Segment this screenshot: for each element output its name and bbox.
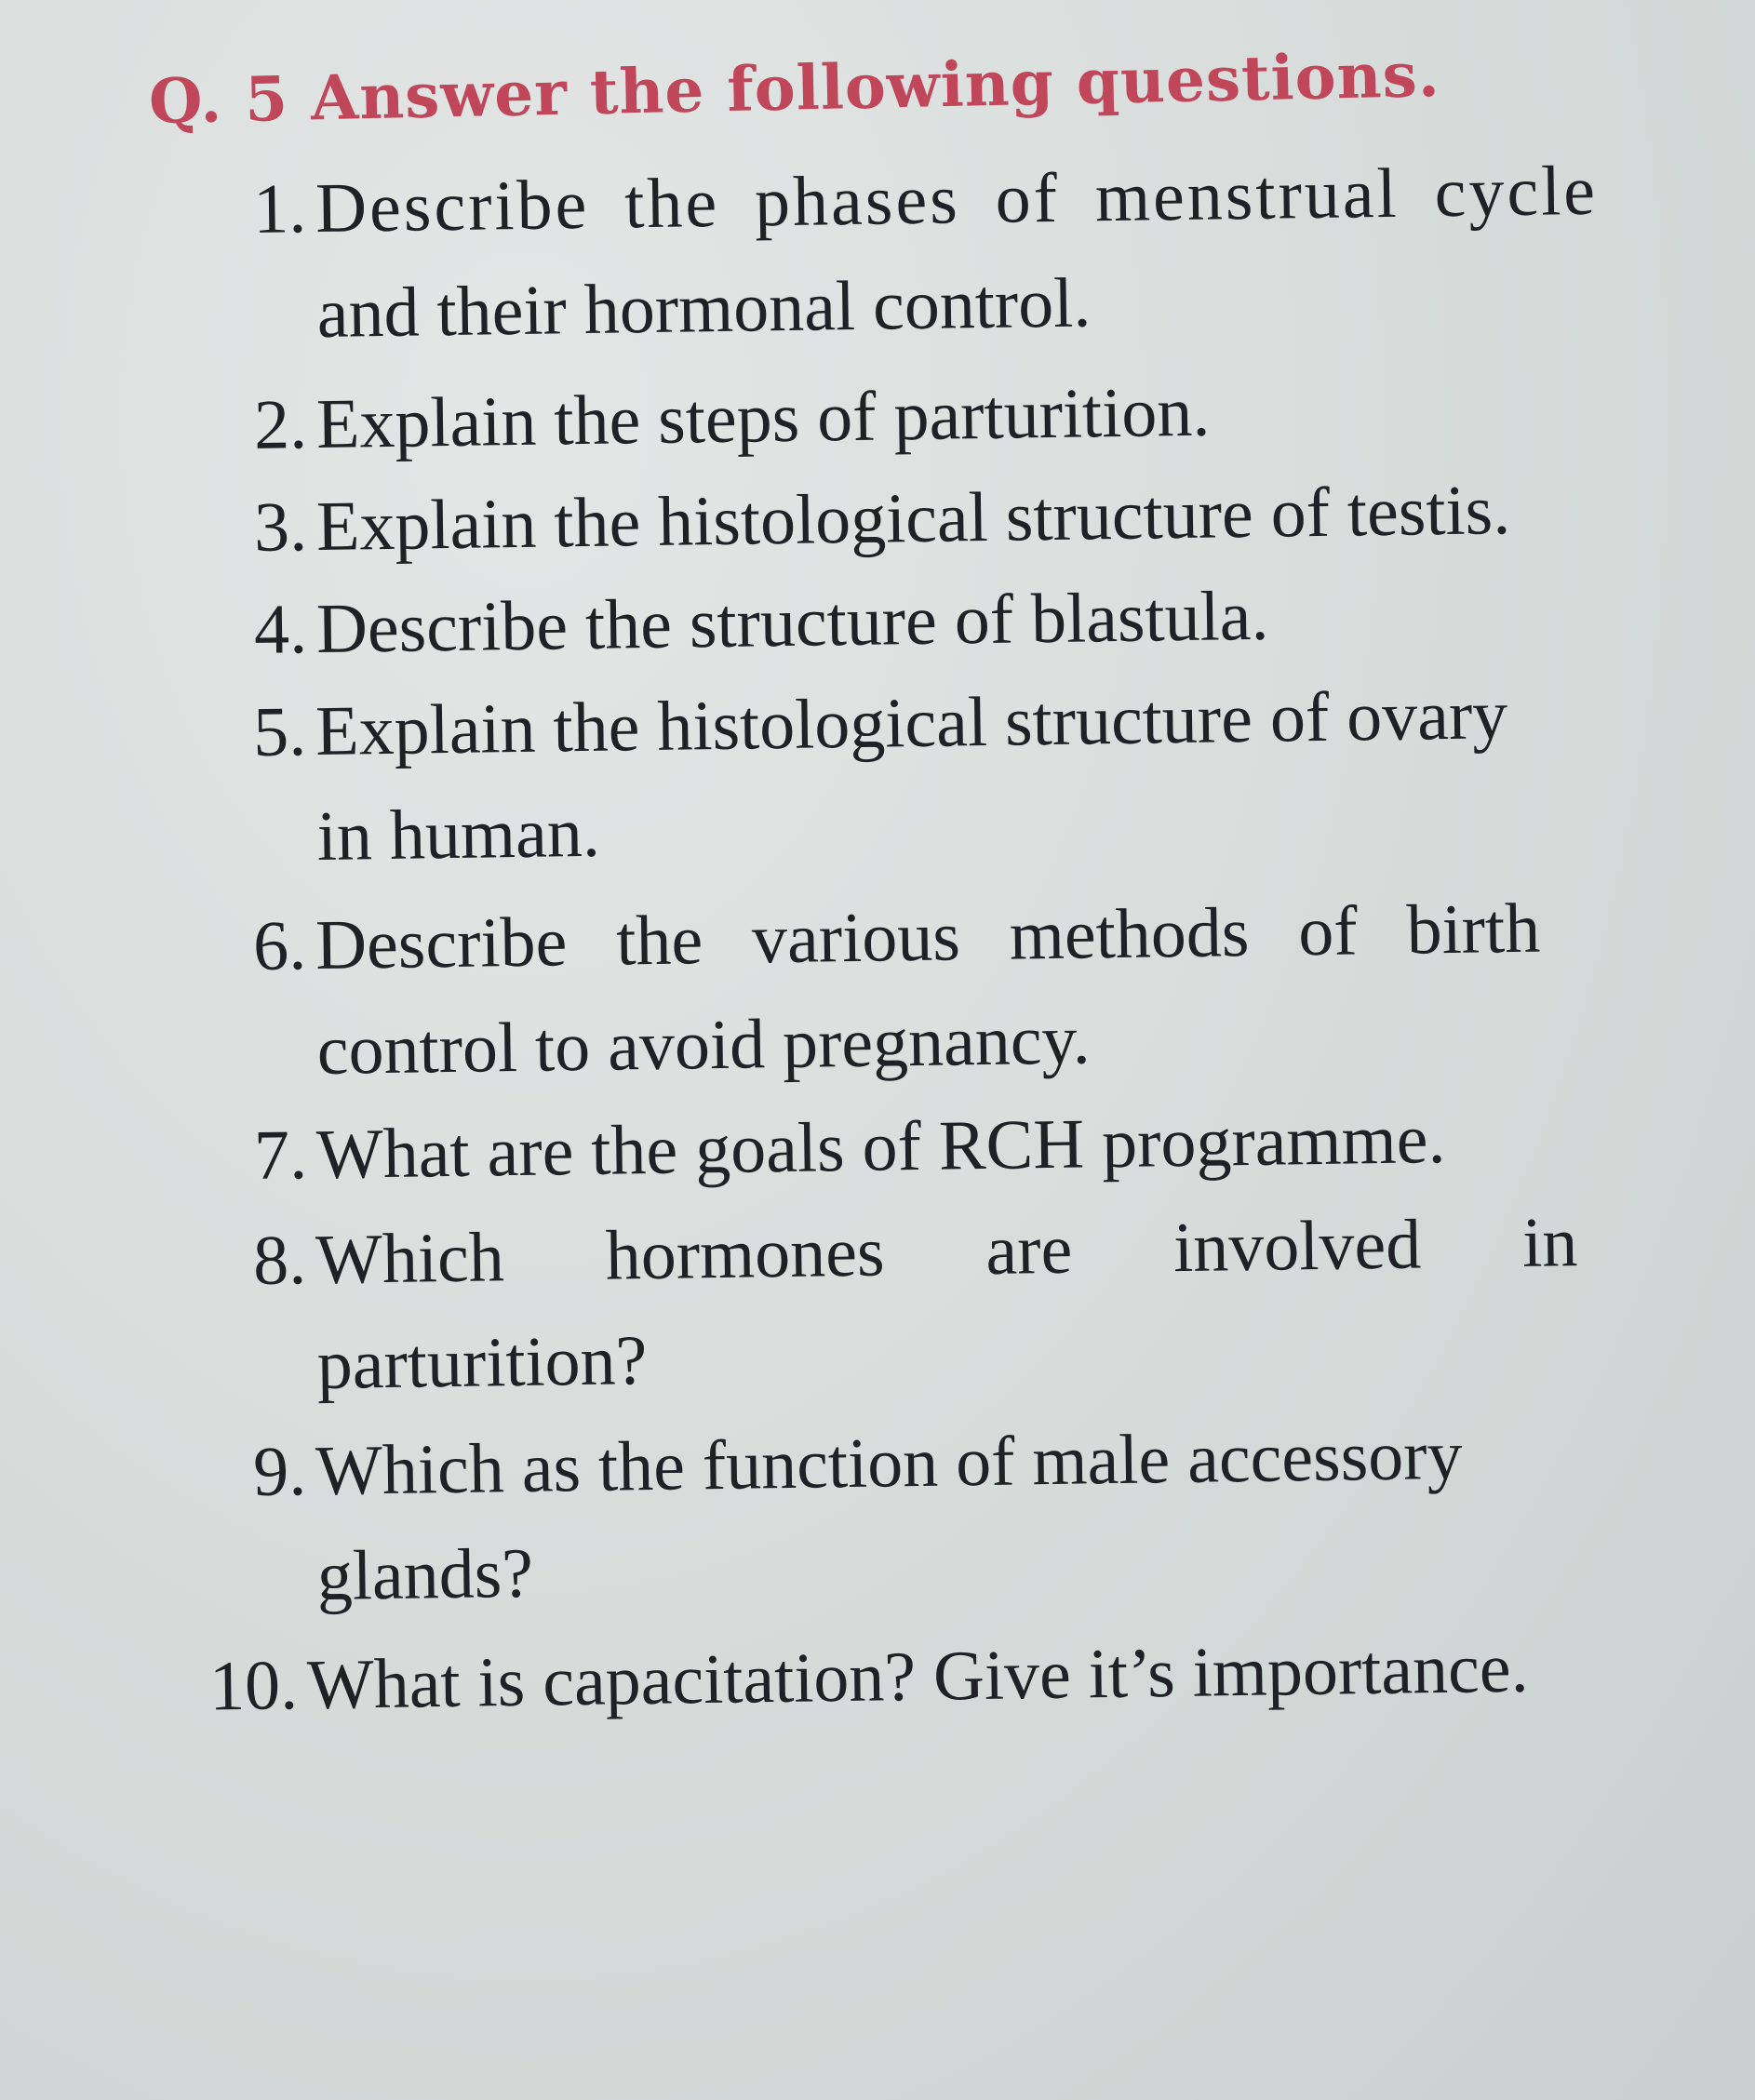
question-number: 2. (253, 385, 308, 464)
question-3 (253, 458, 1511, 580)
question-number: 5. (252, 692, 307, 771)
question-8 (252, 1189, 1667, 1418)
question-text-line: Describe the phases of menstrual cycle (315, 151, 1599, 248)
question-number: 1. (252, 169, 307, 248)
question-number: 10. (208, 1646, 299, 1726)
question-text-line: Which as the function of male accessory (315, 1415, 1464, 1511)
question-number: 8. (252, 1221, 307, 1300)
question-number: 4. (253, 590, 308, 669)
question-9 (252, 1403, 1464, 1629)
question-4 (253, 564, 1269, 682)
question-5 (252, 662, 1509, 889)
question-2 (253, 360, 1211, 477)
section-heading: Q. 5 Answer the following questions. (148, 37, 1441, 138)
question-10 (208, 1616, 1530, 1738)
question-text-line: Describe the various methods of birth (315, 889, 1541, 985)
question-text-line: glands? (316, 1533, 534, 1615)
question-text-line: Explain the histological structure of testis. (315, 471, 1511, 566)
question-number: 7. (253, 1116, 308, 1195)
question-text-line: parturition? (316, 1321, 648, 1404)
question-text-line: Explain the steps of parturition. (315, 372, 1211, 463)
question-number: 9. (252, 1432, 307, 1511)
question-1 (252, 138, 1657, 367)
question-text-line: and their hormonal control. (316, 263, 1092, 353)
question-6 (252, 875, 1667, 1104)
question-number: 3. (253, 488, 308, 567)
question-text-line: Describe the structure of blastula. (315, 576, 1269, 668)
question-7 (253, 1087, 1446, 1208)
question-text-line: in human. (316, 793, 601, 876)
question-text-line: control to avoid pregnancy. (316, 1000, 1092, 1090)
question-text-line: Explain the histological structure of ovary (315, 675, 1508, 771)
question-text-line: What is capacitation? Give it’s importance. (306, 1628, 1530, 1724)
question-text-line: Which hormones are involved in (315, 1203, 1578, 1300)
question-text-line: What are the goals of RCH programme. (315, 1100, 1446, 1194)
question-number: 6. (252, 906, 307, 985)
